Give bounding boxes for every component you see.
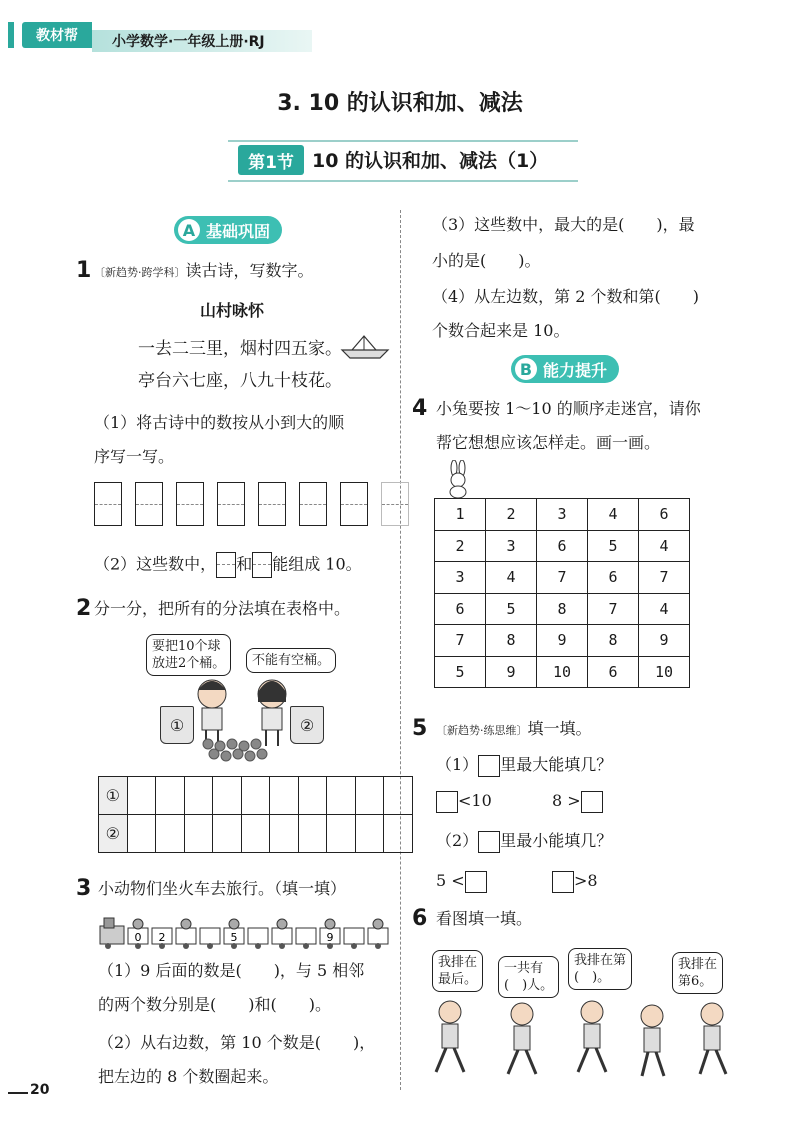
answer-cell[interactable] xyxy=(270,777,299,815)
level-a-badge xyxy=(174,216,282,244)
q6-running-children-illustration xyxy=(420,992,740,1082)
maze-cell[interactable]: 4 xyxy=(639,530,690,562)
car-label: 5 xyxy=(230,931,238,944)
answer-box[interactable] xyxy=(135,482,163,526)
answer-cell[interactable] xyxy=(184,777,213,815)
maze-cell[interactable]: 6 xyxy=(588,562,639,594)
table-row xyxy=(99,777,413,815)
answer-cell[interactable] xyxy=(241,815,270,853)
poem-title: 山村咏怀 xyxy=(200,301,265,320)
row-bucket-2: ② xyxy=(99,815,128,853)
rabbit-icon xyxy=(442,460,474,500)
maze-row xyxy=(435,593,690,625)
answer-cell[interactable] xyxy=(213,815,242,853)
q4-prompt-line2: 帮它想想应该怎样走。画一画。 xyxy=(436,433,661,452)
q2-speech-bubble-2: 不能有空桶。 xyxy=(246,648,336,673)
answer-cell[interactable] xyxy=(384,777,413,815)
q6-bubble-4: 我排在 第6。 xyxy=(672,952,723,994)
maze-cell[interactable]: 3 xyxy=(435,562,486,594)
page-number-rule xyxy=(8,1092,28,1094)
maze-cell[interactable]: 3 xyxy=(486,530,537,562)
q3-part3-line1: （3）这些数中，最大的是( )，最 xyxy=(432,215,695,234)
q5-tag: 〔新趋势·练思维〕 xyxy=(436,724,528,737)
q5-part1: （1） 里最大能填几？ xyxy=(436,754,612,777)
q1-answer-boxes xyxy=(94,482,409,526)
answer-box[interactable] xyxy=(94,482,122,526)
maze-cell[interactable]: 4 xyxy=(639,593,690,625)
answer-box[interactable] xyxy=(478,831,500,853)
answer-cell[interactable] xyxy=(127,815,156,853)
maze-cell[interactable]: 7 xyxy=(435,625,486,657)
table-row xyxy=(99,815,413,853)
q3-part2-line2: 把左边的 8 个数圈起来。 xyxy=(98,1067,279,1086)
maze-cell[interactable]: 6 xyxy=(435,593,486,625)
maze-cell[interactable]: 9 xyxy=(639,625,690,657)
answer-box[interactable] xyxy=(436,791,458,813)
maze-cell[interactable]: 4 xyxy=(588,499,639,531)
answer-cell[interactable] xyxy=(355,815,384,853)
maze-row xyxy=(435,499,690,531)
row-bucket-1: ① xyxy=(99,777,128,815)
q6-bubble-1: 我排在 最后。 xyxy=(432,950,483,992)
answer-box[interactable] xyxy=(252,552,272,578)
q3-part1-line2: 的两个数分别是( )和( )。 xyxy=(98,995,331,1014)
answer-box[interactable] xyxy=(340,482,368,526)
maze-cell[interactable]: 5 xyxy=(588,530,639,562)
column-divider xyxy=(400,210,401,1090)
q5-prompt: 〔新趋势·练思维〕填一填。 xyxy=(436,719,592,738)
section-rule-top xyxy=(228,140,578,142)
maze-cell[interactable]: 5 xyxy=(435,656,486,688)
level-a-letter: A xyxy=(178,219,200,241)
poem-line-1: 一去二三里，烟村四五家。 xyxy=(138,339,342,359)
answer-cell[interactable] xyxy=(327,815,356,853)
answer-box[interactable] xyxy=(581,791,603,813)
q6-bubble-2: 一共有 ( )人。 xyxy=(498,956,559,998)
maze-cell[interactable]: 6 xyxy=(537,530,588,562)
answer-box[interactable] xyxy=(299,482,327,526)
maze-cell[interactable]: 10 xyxy=(537,656,588,688)
q6-bubble-3: 我排在第 ( )。 xyxy=(568,948,632,990)
answer-box[interactable] xyxy=(176,482,204,526)
header-accent xyxy=(8,22,14,48)
q5-part2: （2） 里最小能填几？ xyxy=(436,830,612,853)
answer-cell[interactable] xyxy=(213,777,242,815)
answer-box[interactable] xyxy=(381,482,409,526)
answer-cell[interactable] xyxy=(184,815,213,853)
answer-box[interactable] xyxy=(465,871,487,893)
q1-tag: 〔新趋势·跨学科〕 xyxy=(94,266,186,279)
q2-number: 2 xyxy=(76,596,92,621)
chapter-title: 3. 10 的认识和加、减法 xyxy=(277,91,523,116)
q5-number: 5 xyxy=(412,716,428,741)
level-b-badge xyxy=(511,355,619,383)
q1-part1-line2: 序写一写。 xyxy=(94,447,175,466)
section-rule-bottom xyxy=(228,180,578,182)
level-a-label: 基础巩固 xyxy=(206,221,271,241)
answer-cell[interactable] xyxy=(156,777,185,815)
maze-cell[interactable]: 7 xyxy=(588,593,639,625)
answer-cell[interactable] xyxy=(327,777,356,815)
maze-row xyxy=(435,530,690,562)
maze-cell[interactable]: 1 xyxy=(435,499,486,531)
answer-box[interactable] xyxy=(216,552,236,578)
page-number: 20 xyxy=(30,1082,50,1098)
q4-maze xyxy=(434,498,690,688)
answer-cell[interactable] xyxy=(127,777,156,815)
q2-prompt: 分一分，把所有的分法填在表格中。 xyxy=(94,599,351,618)
maze-cell[interactable]: 2 xyxy=(435,530,486,562)
q3-part3-line2: 小的是( )。 xyxy=(432,251,541,270)
q3-part4-line1: （4）从左边数，第 2 个数和第( ) xyxy=(432,287,700,306)
q2-speech-bubble-1: 要把10个球 放进2个桶。 xyxy=(146,634,231,676)
car-label: 9 xyxy=(326,931,334,944)
answer-box[interactable] xyxy=(258,482,286,526)
level-b-label: 能力提升 xyxy=(543,360,608,380)
answer-cell[interactable] xyxy=(298,815,327,853)
q5-expr-1: <10 xyxy=(436,790,492,813)
q1-part2: （2）这些数中， 和 能组成 10。 xyxy=(94,552,362,578)
maze-cell[interactable]: 9 xyxy=(537,625,588,657)
answer-cell[interactable] xyxy=(298,777,327,815)
q3-part2-line1: （2）从右边数，第 10 个数是( )， xyxy=(98,1033,376,1052)
answer-box[interactable] xyxy=(552,871,574,893)
maze-cell[interactable]: 7 xyxy=(537,562,588,594)
maze-cell[interactable]: 7 xyxy=(639,562,690,594)
q5-expr-2: 8 > xyxy=(552,790,603,813)
boat-illustration xyxy=(340,330,390,360)
maze-cell[interactable]: 10 xyxy=(639,656,690,688)
maze-cell[interactable]: 8 xyxy=(486,625,537,657)
answer-box[interactable] xyxy=(217,482,245,526)
bucket-1: ① xyxy=(160,706,194,744)
answer-cell[interactable] xyxy=(384,815,413,853)
q1-prompt: 〔新趋势·跨学科〕读古诗，写数字。 xyxy=(94,261,314,280)
maze-cell[interactable]: 5 xyxy=(486,593,537,625)
maze-row xyxy=(435,562,690,594)
bucket-2: ② xyxy=(290,706,324,744)
maze-cell[interactable]: 6 xyxy=(588,656,639,688)
q1-number: 1 xyxy=(76,258,92,283)
q3-number: 3 xyxy=(76,876,92,901)
maze-cell[interactable]: 8 xyxy=(588,625,639,657)
answer-cell[interactable] xyxy=(270,815,299,853)
maze-cell[interactable]: 6 xyxy=(639,499,690,531)
q2-answer-table xyxy=(98,776,413,853)
q1-part1-line1: （1）将古诗中的数按从小到大的顺 xyxy=(94,413,345,432)
q5-expr-4: >8 xyxy=(552,870,598,893)
maze-cell[interactable]: 3 xyxy=(537,499,588,531)
q4-prompt-line1: 小兔要按 1～10 的顺序走迷宫，请你 xyxy=(436,399,701,418)
poem-line-2: 亭台六七座，八九十枝花。 xyxy=(138,371,342,391)
section-title: 10 的认识和加、减法（1） xyxy=(312,150,549,172)
train-illustration xyxy=(98,912,392,950)
q6-prompt: 看图填一填。 xyxy=(436,909,533,928)
answer-cell[interactable] xyxy=(355,777,384,815)
q5-expr-3: 5 < xyxy=(436,870,487,893)
maze-cell[interactable]: 8 xyxy=(537,593,588,625)
maze-row xyxy=(435,656,690,688)
q3-part4-line2: 个数合起来是 10。 xyxy=(432,321,570,340)
section-badge: 第1节 xyxy=(238,145,304,175)
car-label: 2 xyxy=(158,931,166,944)
q4-number: 4 xyxy=(412,396,428,421)
level-b-letter: B xyxy=(515,358,537,380)
maze-cell[interactable]: 9 xyxy=(486,656,537,688)
answer-box[interactable] xyxy=(478,755,500,777)
q3-part1-line1: （1）9 后面的数是( )，与 5 相邻 xyxy=(98,961,365,980)
book-title: 小学数学·一年级上册·RJ xyxy=(112,34,265,50)
brand-tab: 教材帮 xyxy=(22,22,92,48)
q6-number: 6 xyxy=(412,906,428,931)
answer-cell[interactable] xyxy=(241,777,270,815)
q3-prompt: 小动物们坐火车去旅行。（填一填） xyxy=(98,879,347,898)
answer-cell[interactable] xyxy=(156,815,185,853)
maze-cell[interactable]: 4 xyxy=(486,562,537,594)
maze-cell[interactable]: 2 xyxy=(486,499,537,531)
maze-row xyxy=(435,625,690,657)
car-label: 0 xyxy=(134,931,142,944)
